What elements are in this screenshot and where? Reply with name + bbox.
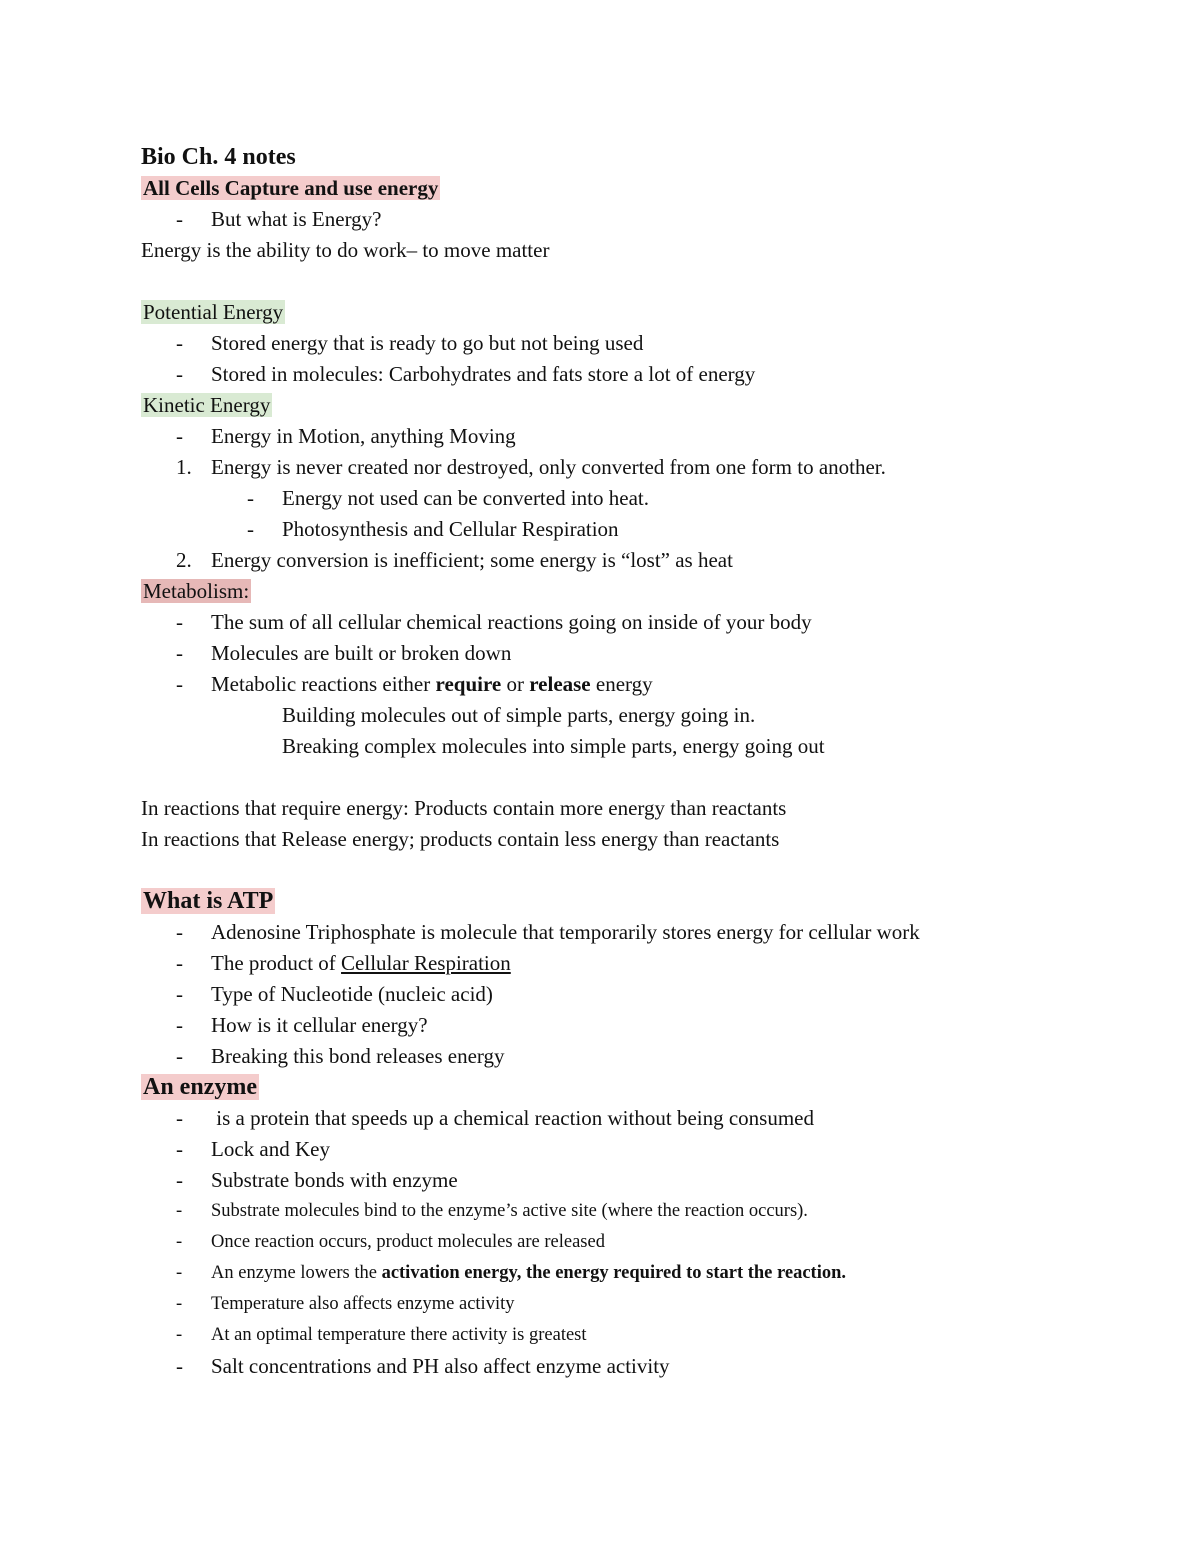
list-item: - Molecules are built or broken down	[176, 641, 512, 665]
list-item: - At an optimal temperature there activity is greatest	[176, 1325, 587, 1345]
document-body	[141, 142, 1141, 1382]
paragraph: Energy is the ability to do work– to move matter	[141, 238, 550, 262]
list-item: - Stored energy that is ready to go but not being used	[176, 331, 644, 355]
numbered-item: 2. Energy conversion is inefficient; some energy is “lost” as heat	[176, 548, 733, 572]
blank-line	[141, 762, 1141, 793]
list-item: - An enzyme lowers the activation energy, the energy required to start the reaction.	[176, 1263, 847, 1283]
list-item: - Breaking this bond releases energy	[176, 1044, 505, 1068]
section-heading-metabolism: Metabolism:	[143, 579, 250, 603]
list-item: - Stored in molecules: Carbohydrates and fats store a lot of energy	[176, 362, 756, 386]
blank-line	[141, 855, 1141, 886]
section-heading-atp: What is ATP	[143, 888, 274, 914]
list-item: - Temperature also affects enzyme activity	[176, 1294, 515, 1314]
document-title: Bio Ch. 4 notes	[141, 144, 296, 170]
list-item: - Substrate bonds with enzyme	[176, 1168, 458, 1192]
section-heading-cells-energy: All Cells Capture and use energy	[143, 176, 439, 200]
list-item: - How is it cellular energy?	[176, 1013, 428, 1037]
paragraph: In reactions that require energy: Products contain more energy than reactants	[141, 796, 787, 820]
paragraph: In reactions that Release energy; products contain less energy than reactants	[141, 827, 780, 851]
indented-line: Building molecules out of simple parts, energy going in.	[282, 703, 756, 727]
sub-list-item: - Energy not used can be converted into heat.	[247, 486, 649, 510]
list-item: - The product of Cellular Respiration	[176, 951, 511, 975]
section-heading-potential-energy: Potential Energy	[143, 300, 284, 324]
list-item: - Energy in Motion, anything Moving	[176, 424, 516, 448]
list-item: - Adenosine Triphosphate is molecule that temporarily stores energy for cellular work	[176, 920, 920, 944]
list-item: - Once reaction occurs, product molecules are released	[176, 1232, 605, 1252]
list-item: - But what is Energy?	[176, 207, 382, 231]
list-item: - Salt concentrations and PH also affect enzyme activity	[176, 1354, 670, 1378]
indented-line: Breaking complex molecules into simple parts, energy going out	[282, 734, 825, 758]
list-item: - Substrate molecules bind to the enzyme’s active site (where the reaction occurs).	[176, 1201, 808, 1221]
list-item: - Metabolic reactions either require or release energy	[176, 672, 653, 696]
sub-list-item: - Photosynthesis and Cellular Respiration	[247, 517, 619, 541]
numbered-item: 1. Energy is never created nor destroyed, only converted from one form to another.	[176, 455, 886, 479]
section-heading-kinetic-energy: Kinetic Energy	[143, 393, 271, 417]
list-item: - is a protein that speeds up a chemical reaction without being consumed	[176, 1106, 814, 1130]
list-item: - Lock and Key	[176, 1137, 330, 1161]
list-item: - Type of Nucleotide (nucleic acid)	[176, 982, 493, 1006]
list-item: - The sum of all cellular chemical reactions going on inside of your body	[176, 610, 812, 634]
section-heading-enzyme: An enzyme	[143, 1074, 257, 1100]
blank-line	[141, 266, 1141, 297]
